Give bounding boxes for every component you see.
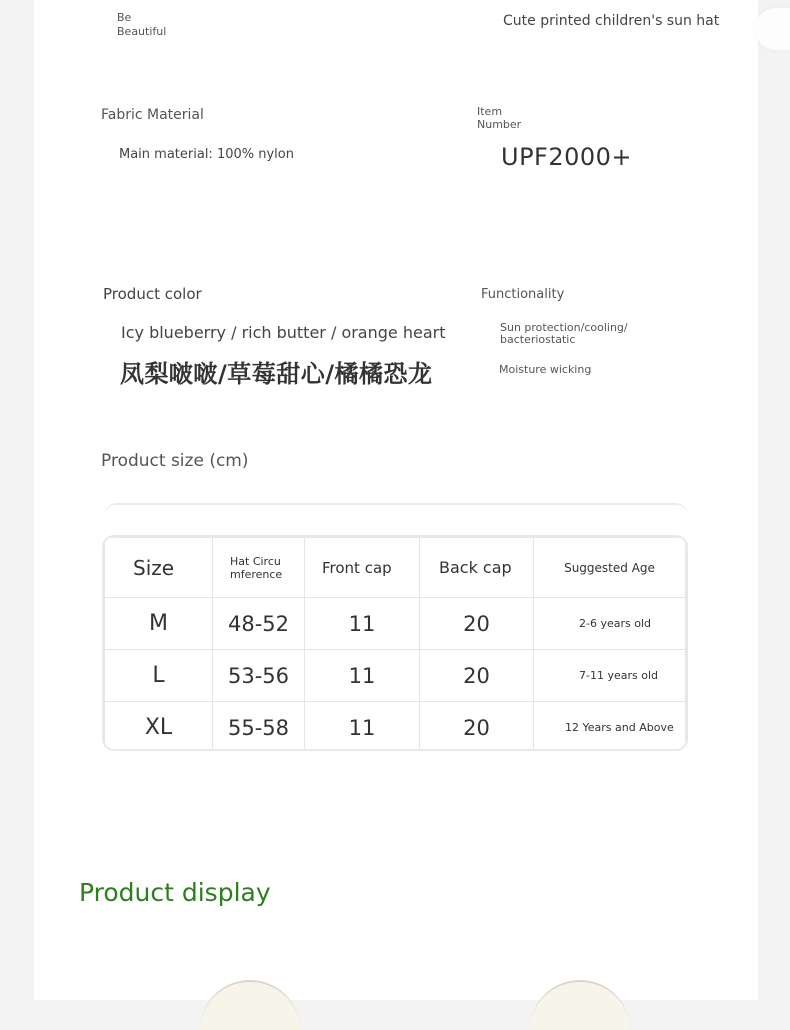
header-back-cap: Back cap — [420, 538, 534, 598]
cell-back-cap: 20 — [420, 598, 534, 650]
cell-size: L — [105, 650, 213, 702]
brand-line-1: Be — [117, 11, 132, 24]
table-decoration — [103, 503, 689, 533]
header-hat-circumference: Hat Circu mference — [213, 538, 305, 598]
item-number-value: UPF2000+ — [501, 143, 633, 171]
table-header-row — [105, 538, 686, 598]
fabric-label: Fabric Material — [101, 107, 204, 123]
product-display-title: Product display — [79, 878, 271, 907]
cell-suggested-age: 2-6 years old — [534, 598, 686, 650]
functionality-value-1: Sun protection/cooling/ bacteriostatic — [500, 321, 628, 346]
product-color-value-cn: 凤梨啵啵/草莓甜心/橘橘恐龙 — [120, 360, 433, 388]
cell-size: XL — [105, 702, 213, 752]
cell-size: M — [105, 598, 213, 650]
item-number-label — [477, 105, 521, 131]
cell-back-cap: 20 — [420, 702, 534, 752]
header-size: Size — [105, 538, 213, 598]
product-size-label: Product size (cm) — [101, 451, 249, 471]
cell-hat-circumference: 55-58 — [213, 702, 305, 752]
product-color-value-en: Icy blueberry / rich butter / orange heart — [121, 323, 446, 342]
functionality-label: Functionality — [481, 287, 565, 302]
item-number-label-line-1: Item — [477, 105, 503, 118]
product-name: Cute printed children's sun hat — [503, 13, 720, 29]
decorative-shape — [755, 8, 790, 50]
size-table — [102, 535, 688, 751]
table-row — [105, 702, 686, 752]
cell-suggested-age: 12 Years and Above — [534, 702, 686, 752]
header-suggested-age: Suggested Age — [534, 538, 686, 598]
brand-logo-text — [117, 11, 166, 39]
cell-hat-circumference: 48-52 — [213, 598, 305, 650]
cell-hat-circumference: 53-56 — [213, 650, 305, 702]
cell-front-cap: 11 — [305, 702, 420, 752]
header-front-cap: Front cap — [305, 538, 420, 598]
product-color-label: Product color — [103, 285, 202, 303]
cell-front-cap: 11 — [305, 598, 420, 650]
table-row — [105, 650, 686, 702]
fabric-value: Main material: 100% nylon — [119, 147, 294, 162]
cell-suggested-age: 7-11 years old — [534, 650, 686, 702]
cell-back-cap: 20 — [420, 650, 534, 702]
brand-line-2: Beautiful — [117, 25, 167, 38]
cell-front-cap: 11 — [305, 650, 420, 702]
item-number-label-line-2: Number — [477, 118, 522, 131]
table-row — [105, 598, 686, 650]
functionality-value-2: Moisture wicking — [499, 363, 592, 376]
